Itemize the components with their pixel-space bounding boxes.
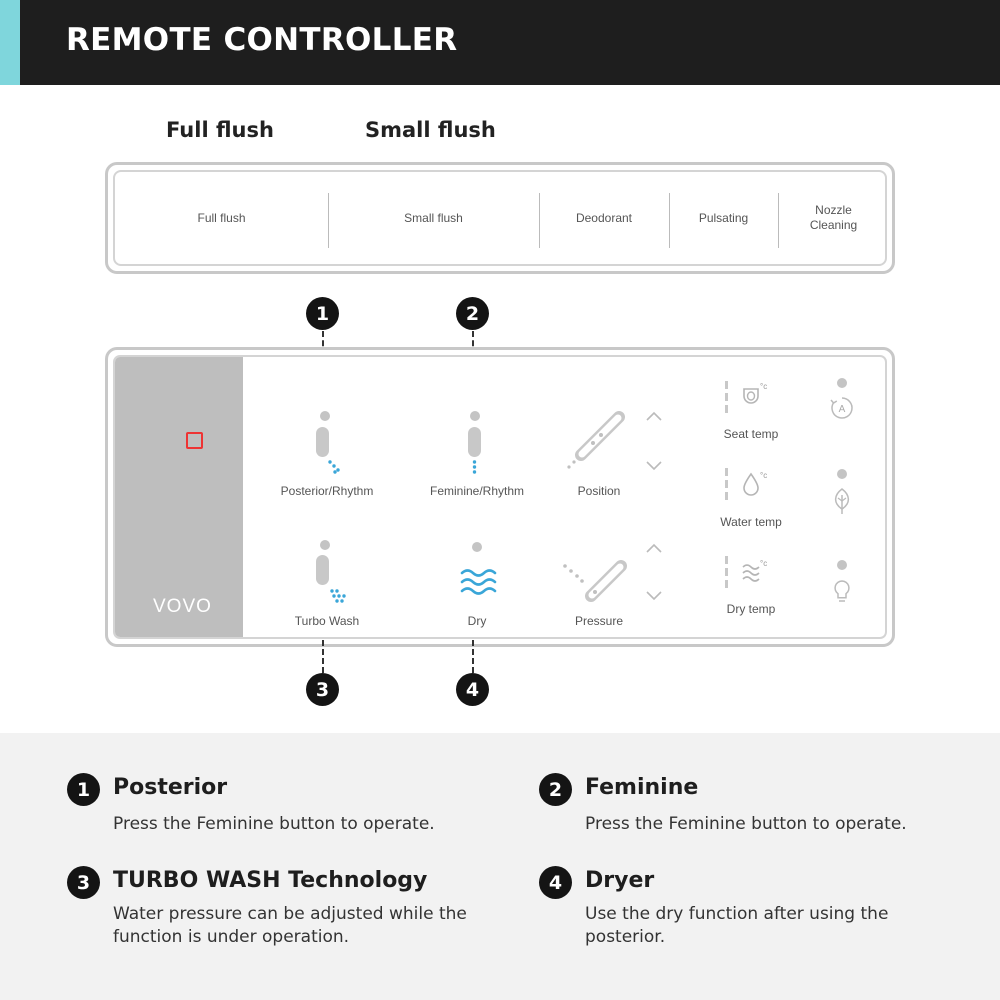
deodorant-button-label: Deodorant <box>575 210 633 225</box>
water-temp-label: Water temp <box>720 515 782 529</box>
feature-3-number: 3 <box>67 866 100 899</box>
posterior-indicator <box>320 411 330 421</box>
deodorant-button[interactable] <box>539 172 669 264</box>
nozzle-cleaning-label-line1: Nozzle <box>815 203 852 217</box>
brand-logo: VOVO <box>153 596 212 617</box>
full-flush-label: Full flush <box>166 118 274 142</box>
callout-4-leader <box>472 640 474 673</box>
feature-1-number: 1 <box>67 773 100 806</box>
pressure-nozzle-icon[interactable] <box>561 555 629 605</box>
power-button[interactable] <box>186 432 203 449</box>
callout-1: 1 <box>306 297 339 330</box>
turbo-wash-label: Turbo Wash <box>294 614 360 628</box>
seat-temp-label: Seat temp <box>723 427 779 441</box>
nozzle-cleaning-button[interactable] <box>778 172 889 264</box>
seat-temp-unit: °c <box>760 382 768 391</box>
small-flush-label: Small flush <box>365 118 496 142</box>
dry-temp-label: Dry temp <box>726 602 776 616</box>
feature-3-description: Water pressure can be adjusted while the function is under operation. <box>113 904 467 947</box>
header-bar <box>0 0 1000 85</box>
feature-1-description: Press the Feminine button to operate. <box>113 814 435 834</box>
auto-indicator <box>837 378 847 388</box>
pulsating-button[interactable] <box>669 172 778 264</box>
feature-2-number: 2 <box>539 773 572 806</box>
nozzle-cleaning-label-line2: Cleaning <box>809 218 858 232</box>
small-flush-button[interactable] <box>328 172 539 264</box>
feature-4-description: Use the dry function after using the posterior. <box>585 904 889 947</box>
pressure-label: Pressure <box>574 614 624 628</box>
feature-4-number: 4 <box>539 866 572 899</box>
feature-2-title: Feminine <box>585 775 699 800</box>
svg-text:A: A <box>838 404 846 415</box>
night-light-bulb-icon[interactable] <box>832 579 852 607</box>
turbo-wash-nozzle-icon[interactable] <box>310 553 350 607</box>
position-down-icon[interactable] <box>646 461 662 471</box>
feminine-nozzle-icon[interactable] <box>460 425 490 477</box>
callout-3: 3 <box>306 673 339 706</box>
pressure-up-icon[interactable] <box>646 543 662 553</box>
feminine-indicator <box>470 411 480 421</box>
pulsating-button-label: Pulsating <box>698 210 749 225</box>
dry-indicator <box>472 542 482 552</box>
feature-2-description: Press the Feminine button to operate. <box>585 814 907 834</box>
pressure-down-icon[interactable] <box>646 591 662 601</box>
callout-4: 4 <box>456 673 489 706</box>
remote-panel <box>105 347 895 647</box>
feature-4-title: Dryer <box>585 868 655 893</box>
remote-panel-inner <box>113 355 887 639</box>
top-strip-inner <box>113 170 887 266</box>
small-flush-button-label: Small flush <box>404 210 463 225</box>
header-accent <box>0 0 20 85</box>
dry-temp-unit: °c <box>760 559 768 568</box>
callout-3-leader <box>322 640 324 673</box>
light-indicator <box>837 560 847 570</box>
dry-label: Dry <box>467 614 487 628</box>
full-flush-button-label: Full flush <box>197 210 246 225</box>
turbo-wash-indicator <box>320 540 330 550</box>
callout-2: 2 <box>456 297 489 330</box>
page-title: REMOTE CONTROLLER <box>66 22 458 58</box>
feature-descriptions <box>0 733 1000 1000</box>
eco-indicator <box>837 469 847 479</box>
full-flush-button[interactable] <box>115 172 328 264</box>
feminine-rhythm-label: Feminine/Rhythm <box>429 484 525 498</box>
remote-side-bar <box>115 357 243 637</box>
position-up-icon[interactable] <box>646 411 662 421</box>
top-button-strip <box>105 162 895 274</box>
dry-wave-icon[interactable] <box>459 567 497 599</box>
feature-1-title: Posterior <box>113 775 228 800</box>
position-nozzle-icon[interactable] <box>565 409 627 471</box>
eco-leaf-icon[interactable] <box>831 487 853 515</box>
water-temp-unit: °c <box>760 471 768 480</box>
auto-mode-icon[interactable] <box>830 396 854 420</box>
feature-3-title: TURBO WASH Technology <box>113 868 428 893</box>
position-label: Position <box>577 484 621 498</box>
posterior-rhythm-label: Posterior/Rhythm <box>280 484 374 498</box>
posterior-nozzle-icon[interactable] <box>310 425 350 477</box>
